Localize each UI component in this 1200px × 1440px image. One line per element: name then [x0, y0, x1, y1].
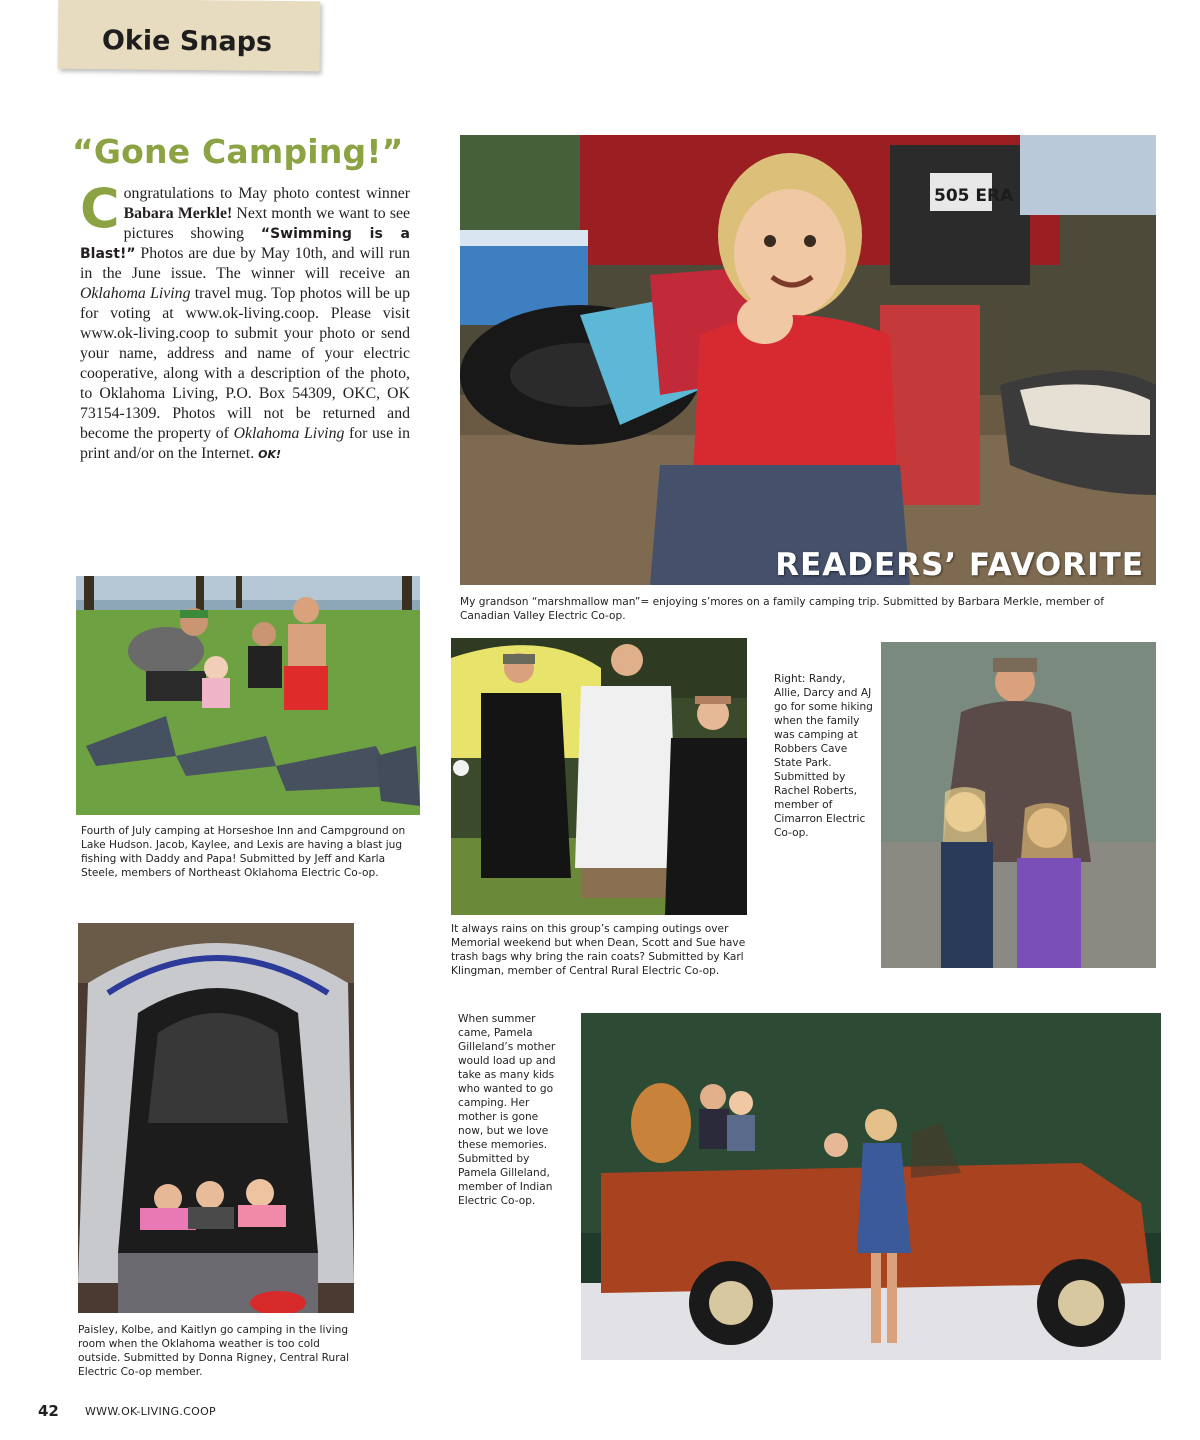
caption-trash-bags: It always rains on this group’s camping outings over Memorial weekend but when Dean, Scott and Sue have trash bags why bring the rain coats? Submitted by Karl Klingman, member of Central Rural Electric Co-op.: [451, 923, 746, 977]
intro-text-5: for use in print and/or on the Internet.: [80, 425, 410, 462]
hiking-family-illustration: [881, 642, 1156, 968]
caption-fishing: Fourth of July camping at Horseshoe Inn and Campground on Lake Hudson. Jacob, Kaylee, and Lexis are having a blast jug fishing with Daddy and Papa! Submitted by Jeff and Karla Steele, members of Northeast Oklahoma Electric Co-op.: [81, 825, 406, 879]
drop-cap: C: [80, 177, 120, 240]
readers-favorite-badge: READERS’ FAVORITE: [775, 547, 1144, 583]
trash-bag-campers-illustration: [451, 638, 747, 915]
article-headline: “Gone Camping!”: [72, 132, 404, 171]
photo-tent: [78, 923, 354, 1313]
photo-hiking: [881, 642, 1156, 968]
intro-text-1: ongratulations to May photo contest winner: [123, 185, 410, 202]
photo-truck: [581, 1013, 1161, 1360]
caption-readers-favorite: My grandson “marshmallow man”= enjoying s’mores on a family camping trip. Submitted by Barbara Merkle, member of Canadian Valley Electric Co-op.: [460, 596, 1104, 622]
camping-child-illustration: [460, 135, 1156, 585]
magazine-name-2: Oklahoma Living: [233, 425, 345, 442]
page-number: 42: [38, 1402, 59, 1420]
footer-url: WWW.OK-LIVING.COOP: [85, 1405, 216, 1418]
photo-trash-bags: [451, 638, 747, 915]
caption-tent: Paisley, Kolbe, and Kaitlyn go camping in the living room when the Oklahoma weather is too cold outside. Submitted by Donna Rigney, Central Rural Electric Co-op member.: [78, 1324, 350, 1378]
caption-truck: When summer came, Pamela Gilleland’s mother would load up and take as many kids who wanted to go camping. Her mother is gone now, but we love these memories. Submitted by Pamela Gilleland, member of Indian Electric Co-op.: [458, 1013, 556, 1207]
red-truck-illustration: [581, 1013, 1161, 1360]
magazine-name-1: Oklahoma Living: [80, 285, 191, 302]
intro-text-3: Photos are due by May 10th, and will run in the June issue. The winner will receive an: [80, 245, 410, 282]
winner-name: Babara Merkle!: [123, 205, 233, 222]
next-theme: “Swimming is a Blast!”: [80, 226, 410, 262]
ok-end-mark: OK!: [258, 448, 282, 461]
photo-fishing: [76, 576, 420, 815]
intro-paragraph: [80, 177, 410, 465]
section-title: Okie Snaps: [101, 25, 273, 58]
fishing-family-illustration: [76, 576, 420, 815]
section-tab: [58, 0, 321, 71]
intro-text-2: Next month we want to see pictures showing: [123, 205, 410, 242]
intro-text-4: travel mug. Top photos will be up for voting at www.ok-living.coop. Please visit www.ok-living.coop to submit your photo or send your name, address and name of your electric cooperative, along with a description of the photo, to Oklahoma Living, P.O. Box 54309, OKC, OK 73154-1309. Photos will not be returned and become the property of: [80, 285, 410, 442]
photo-readers-favorite: [460, 135, 1156, 585]
license-plate-text: 505 ERA: [934, 186, 1014, 206]
caption-hiking: Right: Randy, Allie, Darcy and AJ go for some hiking when the family was camping at Robbers Cave State Park. Submitted by Rachel Roberts, member of Cimarron Electric Co-op.: [774, 673, 873, 839]
tent-kids-illustration: [78, 923, 354, 1313]
